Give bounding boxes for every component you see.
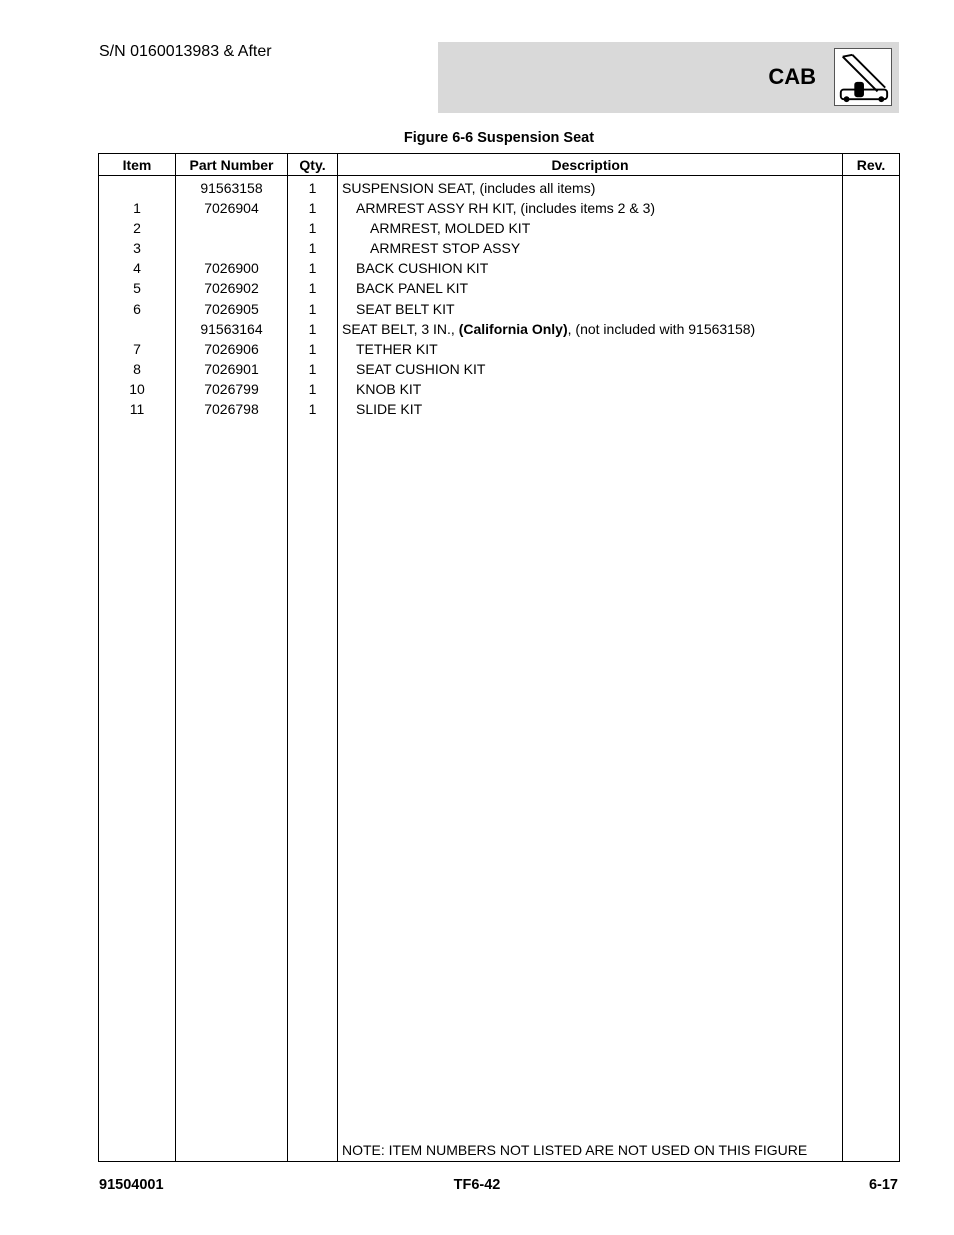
description-text: ARMREST ASSY RH KIT, (includes items 2 & 3) bbox=[356, 200, 656, 217]
part-number-cell: 7026905 bbox=[204, 300, 259, 317]
column-header-part-number: Part Number bbox=[176, 154, 288, 176]
description-text: SLIDE KIT bbox=[356, 401, 423, 418]
column-header-rev: Rev. bbox=[843, 154, 900, 176]
qty-cell: 1 bbox=[308, 180, 317, 196]
description-cell bbox=[338, 278, 842, 298]
description-cell bbox=[338, 258, 842, 278]
description-cell bbox=[338, 238, 842, 258]
description-text: BACK PANEL KIT bbox=[356, 280, 469, 297]
description-text: SEAT CUSHION KIT bbox=[356, 360, 486, 377]
item-number-cell: 10 bbox=[129, 380, 145, 397]
part-number-cell: 7026900 bbox=[204, 260, 259, 277]
description-text: ARMREST, MOLDED KIT bbox=[370, 220, 531, 237]
qty-cell: 1 bbox=[308, 280, 317, 297]
item-number-cell: 8 bbox=[133, 360, 141, 377]
item-number-cell: 7 bbox=[133, 340, 141, 357]
description-cell bbox=[338, 178, 842, 198]
qty-cell: 1 bbox=[308, 340, 317, 357]
description-cell bbox=[338, 379, 842, 399]
column-header-item: Item bbox=[99, 154, 176, 176]
description-cell bbox=[338, 319, 842, 339]
table-header-row bbox=[99, 154, 900, 176]
part-number-cell: 7026906 bbox=[204, 340, 259, 357]
section-title: CAB bbox=[768, 64, 816, 89]
description-cell bbox=[338, 198, 842, 218]
part-number-cell: 91563158 bbox=[200, 180, 263, 196]
footer-doc-number: 91504001 bbox=[99, 1177, 164, 1193]
qty-cell: 1 bbox=[308, 360, 317, 377]
item-number-cell: 5 bbox=[133, 280, 141, 297]
item-number-cell: 1 bbox=[133, 200, 141, 217]
part-number-cell: 7026798 bbox=[204, 401, 259, 418]
section-header bbox=[438, 42, 899, 113]
description-text: SEAT BELT KIT bbox=[356, 300, 455, 317]
description-cell bbox=[338, 299, 842, 319]
serial-number: S/N 0160013983 & After bbox=[99, 43, 272, 60]
part-number-cell: 7026902 bbox=[204, 280, 259, 297]
figure-title: Figure 6-6 Suspension Seat bbox=[403, 130, 595, 146]
qty-cell: 1 bbox=[308, 320, 317, 337]
part-number-column bbox=[176, 176, 288, 1162]
rev-column bbox=[843, 176, 900, 1162]
part-number-cell: 7026904 bbox=[204, 200, 259, 217]
description-cell bbox=[338, 359, 842, 379]
footer-page-id: TF6-42 bbox=[453, 1177, 501, 1193]
item-number-cell: 11 bbox=[129, 401, 145, 418]
column-header-qty: Qty. bbox=[288, 154, 338, 176]
qty-cell: 1 bbox=[308, 260, 317, 277]
qty-cell: 1 bbox=[308, 380, 317, 397]
item-number-cell bbox=[99, 178, 175, 198]
description-text: , (not included with 91563158) bbox=[567, 320, 756, 337]
part-number-cell: 7026799 bbox=[204, 380, 259, 397]
description-text: KNOB KIT bbox=[356, 380, 422, 397]
qty-cell: 1 bbox=[308, 401, 317, 418]
table-note: NOTE: ITEM NUMBERS NOT LISTED ARE NOT USED ON THIS FIGURE bbox=[342, 1142, 808, 1158]
item-number-cell: 4 bbox=[133, 260, 141, 277]
description-column bbox=[338, 176, 843, 1162]
footer-page-number: 6-17 bbox=[868, 1177, 898, 1193]
part-number-cell: 7026901 bbox=[204, 360, 259, 377]
column-header-description: Description bbox=[338, 154, 843, 176]
description-cell bbox=[338, 339, 842, 359]
item-number-cell: 2 bbox=[133, 220, 141, 237]
item-number-cell: 3 bbox=[133, 240, 141, 257]
description-text: SEAT BELT, 3 IN., bbox=[342, 320, 459, 337]
parts-table bbox=[98, 153, 900, 1162]
table-body-row bbox=[99, 176, 900, 1162]
qty-cell: 1 bbox=[308, 300, 317, 317]
qty-cell: 1 bbox=[308, 220, 317, 237]
part-number-cell bbox=[176, 218, 287, 238]
part-number-cell bbox=[176, 238, 287, 258]
item-column bbox=[99, 176, 176, 1162]
machine-cab-icon bbox=[834, 48, 892, 106]
description-text: BACK CUSHION KIT bbox=[356, 260, 489, 277]
description-emphasis: (California Only) bbox=[458, 320, 568, 337]
qty-cell: 1 bbox=[308, 200, 317, 217]
qty-column bbox=[288, 176, 338, 1162]
part-number-cell: 91563164 bbox=[200, 320, 263, 337]
description-cell bbox=[338, 399, 842, 419]
description-cell bbox=[338, 218, 842, 238]
description-text: TETHER KIT bbox=[356, 340, 438, 357]
description-text: SUSPENSION SEAT, (includes all items) bbox=[342, 180, 596, 196]
item-number-cell: 6 bbox=[133, 300, 141, 317]
description-text: ARMREST STOP ASSY bbox=[370, 240, 521, 257]
qty-cell: 1 bbox=[308, 240, 317, 257]
item-number-cell bbox=[99, 319, 175, 339]
